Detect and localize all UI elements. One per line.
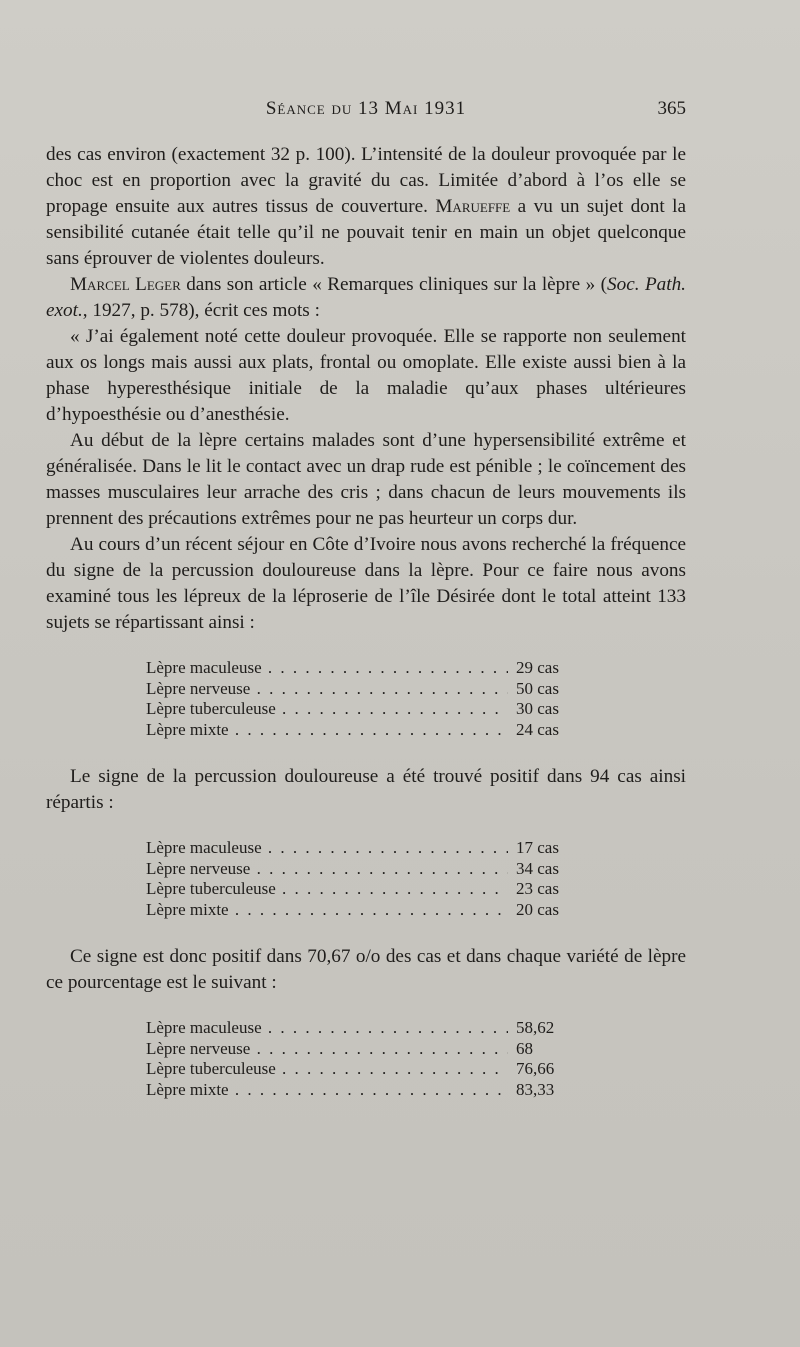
row-value: 17 cas — [516, 838, 559, 857]
row-value: 30 cas — [516, 699, 559, 718]
row-value: 23 cas — [516, 879, 559, 898]
paragraph-2 — [46, 272, 686, 324]
table-row — [146, 1080, 586, 1101]
table-row — [146, 900, 586, 921]
paragraph-4: Au début de la lèpre certains malades sont d’une hypersensibilité extrême et généralisée. Dans le lit le contact avec un drap rude est pénible ; le coïncement des masses musculaires leur arrache des cris ; dans chacun de leurs mouvements ils prennent des précautions extrêmes pour ne pas heurteur un corps dur. — [46, 430, 686, 529]
row-value: 20 cas — [516, 899, 559, 919]
row-label: Lèpre maculeuse . . . — [146, 658, 508, 679]
row-label: Lèpre maculeuse . . . — [146, 838, 508, 859]
table-row — [146, 879, 586, 900]
table-row — [146, 1059, 586, 1080]
author-name-leger: Marcel Leger — [70, 274, 181, 295]
row-label: Lèpre nerveuse . . . — [146, 1039, 508, 1060]
header-title: Séance du 13 Mai 1931 — [265, 98, 467, 119]
journal-reference: Soc. Path. exot. — [46, 274, 686, 321]
paragraph-1-text: des cas environ (exactement 32 p. 100). L’intensité de la douleur provoquée par le choc est en proportion avec la gravité du cas. Limitée d’abord à l’os elle se propage ensuite aux autres tissus de couverture. — [46, 144, 686, 217]
row-value: 58,62 — [516, 1018, 555, 1037]
table-row — [146, 838, 586, 859]
row-value: 76,66 — [516, 1059, 555, 1078]
table-percentages — [146, 1018, 586, 1100]
table-row — [146, 1039, 586, 1060]
paragraph-7: Ce signe est donc positif dans 70,67 o/o des cas et dans chaque variété de lèpre ce pourcentage est le suivant : — [46, 946, 686, 993]
row-value: 29 cas — [516, 658, 559, 677]
table-positive-cases — [146, 838, 586, 920]
table-row — [146, 1018, 586, 1039]
table-row — [146, 658, 586, 679]
body-text — [46, 142, 686, 1100]
paragraph-5: Au cours d’un récent séjour en Côte d’Ivoire nous avons recherché la fréquence du signe de la percussion douloureuse dans la lèpre. Pour ce faire nous avons examiné tous les lépreux de la léproserie de l’île Désirée dont le total atteint 133 sujets se répartissant ainsi : — [46, 534, 686, 633]
table-cases — [146, 658, 586, 740]
row-value: 83,33 — [516, 1079, 555, 1099]
paragraph-3: « J’ai également noté cette douleur provoquée. Elle se rapporte non seulement aux os longs mais aussi aux plats, frontal ou omoplate. Elle existe aussi bien à la phase hyperesthésique initiale de la maladie qu’aux phases ultérieures d’hypoesthésie ou d’anesthésie. — [46, 326, 686, 425]
row-label: Lèpre nerveuse . . . — [146, 859, 508, 880]
row-value: 34 cas — [516, 858, 559, 878]
row-value: 24 cas — [516, 719, 559, 739]
paragraph-6: Le signe de la percussion douloureuse a été trouvé positif dans 94 cas ainsi répartis : — [46, 766, 686, 813]
table-row — [146, 720, 586, 741]
row-label: Lèpre mixte . . . — [146, 1080, 508, 1101]
row-value: 68 — [516, 1038, 533, 1058]
table-row — [146, 699, 586, 720]
row-label: Lèpre mixte . . . — [146, 900, 508, 921]
table-row — [146, 679, 586, 700]
author-name-marueffe: Marueffe — [435, 196, 511, 217]
row-label: Lèpre tuberculeuse . . . — [146, 1059, 508, 1080]
paragraph-2-text-a: dans son article « Remarques cliniques sur la lèpre » ( — [180, 274, 608, 295]
row-label: Lèpre mixte . . . — [146, 720, 508, 741]
paragraph-2-text-b: , 1927, p. 578), écrit ces mots : — [82, 300, 320, 321]
row-label: Lèpre nerveuse . . . — [146, 679, 508, 700]
page-number: 365 — [657, 98, 686, 119]
paragraph-1 — [46, 142, 686, 272]
row-value: 50 cas — [516, 678, 559, 698]
row-label: Lèpre tuberculeuse . . . — [146, 879, 508, 900]
paragraph-1-rest: a vu un sujet dont la sensibilité cutanée était telle qu’il ne pouvait tenir en main un objet quelconque sans éprouver de violentes douleurs. — [46, 196, 686, 269]
table-row — [146, 859, 586, 880]
row-label: Lèpre tuberculeuse . . . — [146, 699, 508, 720]
running-header — [46, 98, 686, 128]
row-label: Lèpre maculeuse . . . — [146, 1018, 508, 1039]
